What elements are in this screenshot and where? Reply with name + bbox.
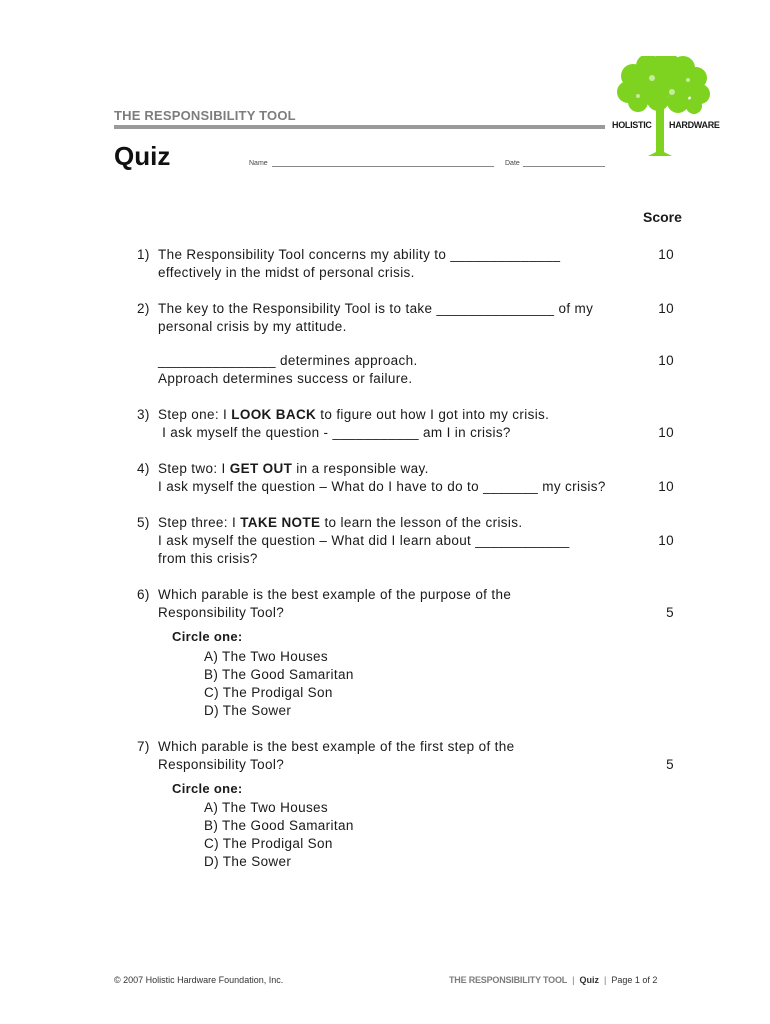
question-number: 7) xyxy=(137,739,150,754)
question-score: 5 xyxy=(666,605,674,620)
question-text-line: from this crisis? xyxy=(158,551,258,566)
answer-option-c[interactable]: C) The Prodigal Son xyxy=(204,836,333,851)
logo-word-right: HARDWARE xyxy=(669,120,720,130)
question-score: 10 xyxy=(658,425,674,440)
footer-separator: | xyxy=(572,975,575,985)
name-field-label: Name xyxy=(249,160,268,167)
name-field-line[interactable] xyxy=(272,166,494,167)
footer-separator: | xyxy=(603,975,607,985)
question-text-line: I ask myself the question - ___________ am I in crisis? xyxy=(158,425,511,440)
question-score: 5 xyxy=(666,757,674,772)
question-score: 10 xyxy=(658,479,674,494)
question-text-line: I ask myself the question – What do I have to do to _______ my crisis? xyxy=(158,479,606,494)
question-text-line: Step one: I LOOK BACK to figure out how I got into my crisis. xyxy=(158,407,550,422)
question-text-line: Which parable is the best example of the first step of the xyxy=(158,739,515,754)
question-text-line: personal crisis by my attitude. xyxy=(158,319,347,334)
question-text-line: _______________ determines approach. xyxy=(158,353,418,368)
question-number: 4) xyxy=(137,461,150,476)
step-keyword: LOOK BACK xyxy=(231,407,317,422)
answer-option-c[interactable]: C) The Prodigal Son xyxy=(204,685,333,700)
tree-icon xyxy=(608,56,720,156)
circle-one-label: Circle one: xyxy=(172,781,243,796)
score-column-heading: Score xyxy=(643,209,682,225)
question-number: 2) xyxy=(137,301,150,316)
question-text-line: Responsibility Tool? xyxy=(158,757,285,772)
question-text-line: Responsibility Tool? xyxy=(158,605,285,620)
date-field-label: Date xyxy=(505,160,520,167)
question-score: 10 xyxy=(658,533,674,548)
question-text-line: Step two: I GET OUT in a responsible way. xyxy=(158,461,429,476)
question-number: 5) xyxy=(137,515,150,530)
logo-word-left: HOLISTIC xyxy=(612,120,652,130)
question-text-line: Step three: I TAKE NOTE to learn the lesson of the crisis. xyxy=(158,515,523,530)
answer-option-b[interactable]: B) The Good Samaritan xyxy=(204,667,354,682)
footer-page-number: Page 1 of 2 xyxy=(611,975,658,985)
header-rule xyxy=(114,125,605,129)
step-keyword: TAKE NOTE xyxy=(240,515,321,530)
answer-option-d[interactable]: D) The Sower xyxy=(204,703,292,718)
footer-copyright: © 2007 Holistic Hardware Foundation, Inc. xyxy=(114,975,284,985)
question-score: 10 xyxy=(658,247,674,262)
footer-brand: THE RESPONSIBILITY TOOL xyxy=(449,975,568,985)
answer-option-a[interactable]: A) The Two Houses xyxy=(204,649,329,664)
answer-option-d[interactable]: D) The Sower xyxy=(204,854,292,869)
question-text-line: I ask myself the question – What did I learn about ____________ xyxy=(158,533,570,548)
question-text-line: Which parable is the best example of the purpose of the xyxy=(158,587,512,602)
answer-option-a[interactable]: A) The Two Houses xyxy=(204,800,329,815)
page-title: Quiz xyxy=(114,141,171,171)
question-text-line: Approach determines success or failure. xyxy=(158,371,413,386)
step-keyword: GET OUT xyxy=(229,461,293,476)
question-text-line: The key to the Responsibility Tool is to take _______________ of my xyxy=(158,301,594,316)
holistic-hardware-logo xyxy=(608,56,720,156)
circle-one-label: Circle one: xyxy=(172,629,243,644)
question-number: 1) xyxy=(137,247,150,262)
question-text-line: The Responsibility Tool concerns my ability to ______________ xyxy=(158,247,561,262)
question-score: 10 xyxy=(658,353,674,368)
footer-page-info xyxy=(449,975,657,985)
answer-option-b[interactable]: B) The Good Samaritan xyxy=(204,818,354,833)
question-score: 10 xyxy=(658,301,674,316)
date-field-line[interactable] xyxy=(523,166,605,167)
footer-section: Quiz xyxy=(579,975,599,985)
question-text-line: effectively in the midst of personal crisis. xyxy=(158,265,415,280)
document-header-title: THE RESPONSIBILITY TOOL xyxy=(114,108,296,123)
question-number: 3) xyxy=(137,407,150,422)
question-number: 6) xyxy=(137,587,150,602)
